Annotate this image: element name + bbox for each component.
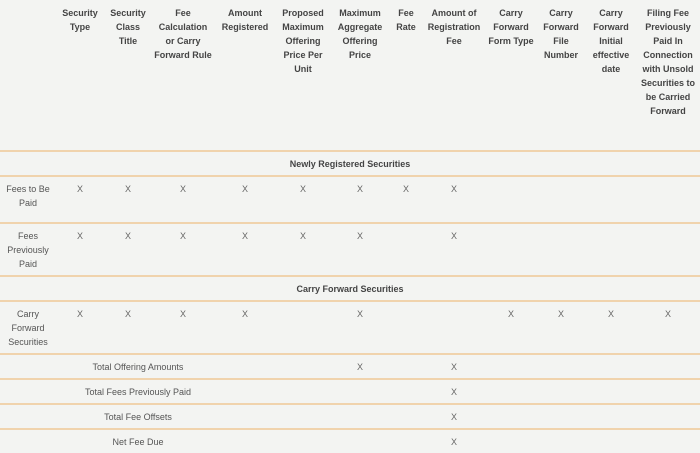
cell-max-aggregate: X (356, 362, 363, 372)
total-label: Net Fee Due (112, 437, 164, 447)
cell: X (241, 231, 248, 241)
row-label: Carry Forward Securities (8, 309, 48, 347)
header-row (0, 0, 700, 151)
cell: X (402, 184, 409, 194)
total-label: Total Fee Offsets (104, 412, 172, 422)
cell (636, 176, 700, 223)
total-row-fees-previously-paid (0, 379, 700, 404)
section-row-carry-forward (0, 276, 700, 301)
cell (390, 223, 422, 276)
cell: X (76, 309, 83, 319)
col-header-security-class-title: Security Class Title (110, 8, 146, 46)
row-label: Fees Previously Paid (7, 231, 49, 269)
col-header-proposed-max-price-per-unit: Proposed Maximum Offering Price Per Unit (282, 8, 324, 74)
cell: X (124, 184, 131, 194)
cell: X (124, 309, 131, 319)
cell: X (241, 184, 248, 194)
empty-cell (486, 354, 700, 379)
cell: X (179, 309, 186, 319)
section-title: Carry Forward Securities (296, 284, 404, 294)
empty-cell (276, 379, 330, 404)
cell: X (557, 309, 564, 319)
total-row-net-fee-due (0, 429, 700, 453)
col-header-carry-forward-initial-effective-date: Carry Forward Initial effective date (592, 8, 630, 74)
cell-max-aggregate (330, 379, 390, 404)
cell-registration-fee: X (450, 362, 457, 372)
col-header-amount-registered: Amount Registered (221, 8, 269, 32)
cell (636, 223, 700, 276)
cell: X (450, 231, 457, 241)
cell-max-aggregate (330, 429, 390, 453)
row-label: Fees to Be Paid (6, 184, 50, 208)
cell: X (507, 309, 514, 319)
col-header-row-label (0, 0, 56, 151)
empty-cell (276, 354, 330, 379)
empty-cell (390, 404, 422, 429)
cell: X (607, 309, 614, 319)
col-header-security-type: Security Type (62, 8, 98, 32)
table-row-carry-forward-securities (0, 301, 700, 354)
cell: X (76, 184, 83, 194)
cell: X (299, 231, 306, 241)
cell (586, 176, 636, 223)
table-row-fees-previously-paid (0, 223, 700, 276)
cell (422, 301, 486, 354)
cell: X (450, 184, 457, 194)
empty-cell (486, 379, 700, 404)
col-header-filing-fee-previously-paid: Filing Fee Previously Paid In Connection with Unsold Securities to be Carried Forward (640, 8, 696, 116)
empty-cell (390, 429, 422, 453)
cell: X (356, 309, 363, 319)
col-header-max-aggregate-offering-price: Maximum Aggregate Offering Price (337, 8, 383, 60)
col-header-carry-forward-file-number: Carry Forward File Number (543, 8, 579, 60)
cell (486, 223, 536, 276)
cell-registration-fee: X (450, 412, 457, 422)
cell-registration-fee: X (450, 387, 457, 397)
total-label: Total Offering Amounts (92, 362, 184, 372)
empty-cell (390, 379, 422, 404)
empty-cell (276, 429, 330, 453)
cell (586, 223, 636, 276)
total-row-offering-amounts (0, 354, 700, 379)
total-label: Total Fees Previously Paid (84, 387, 192, 397)
empty-cell (486, 404, 700, 429)
cell (536, 176, 586, 223)
empty-cell (276, 404, 330, 429)
cell: X (124, 231, 131, 241)
cell: X (179, 231, 186, 241)
cell: X (76, 231, 83, 241)
col-header-fee-calculation-rule: Fee Calculation or Carry Forward Rule (154, 8, 212, 60)
cell-registration-fee: X (450, 437, 457, 447)
col-header-carry-forward-form-type: Carry Forward Form Type (488, 8, 534, 46)
cell (390, 301, 422, 354)
cell: X (179, 184, 186, 194)
cell: X (299, 184, 306, 194)
total-row-fee-offsets (0, 404, 700, 429)
cell: X (241, 309, 248, 319)
cell (536, 223, 586, 276)
col-header-fee-rate: Fee Rate (396, 8, 416, 32)
section-title: Newly Registered Securities (289, 159, 411, 169)
empty-cell (390, 354, 422, 379)
col-header-amount-registration-fee: Amount of Registration Fee (427, 8, 481, 46)
section-row-newly-registered (0, 151, 700, 176)
empty-cell (486, 429, 700, 453)
cell: X (664, 309, 671, 319)
cell: X (356, 231, 363, 241)
cell-max-aggregate (330, 404, 390, 429)
cell (486, 176, 536, 223)
table-row-fees-to-be-paid (0, 176, 700, 223)
cell (276, 301, 330, 354)
cell: X (356, 184, 363, 194)
